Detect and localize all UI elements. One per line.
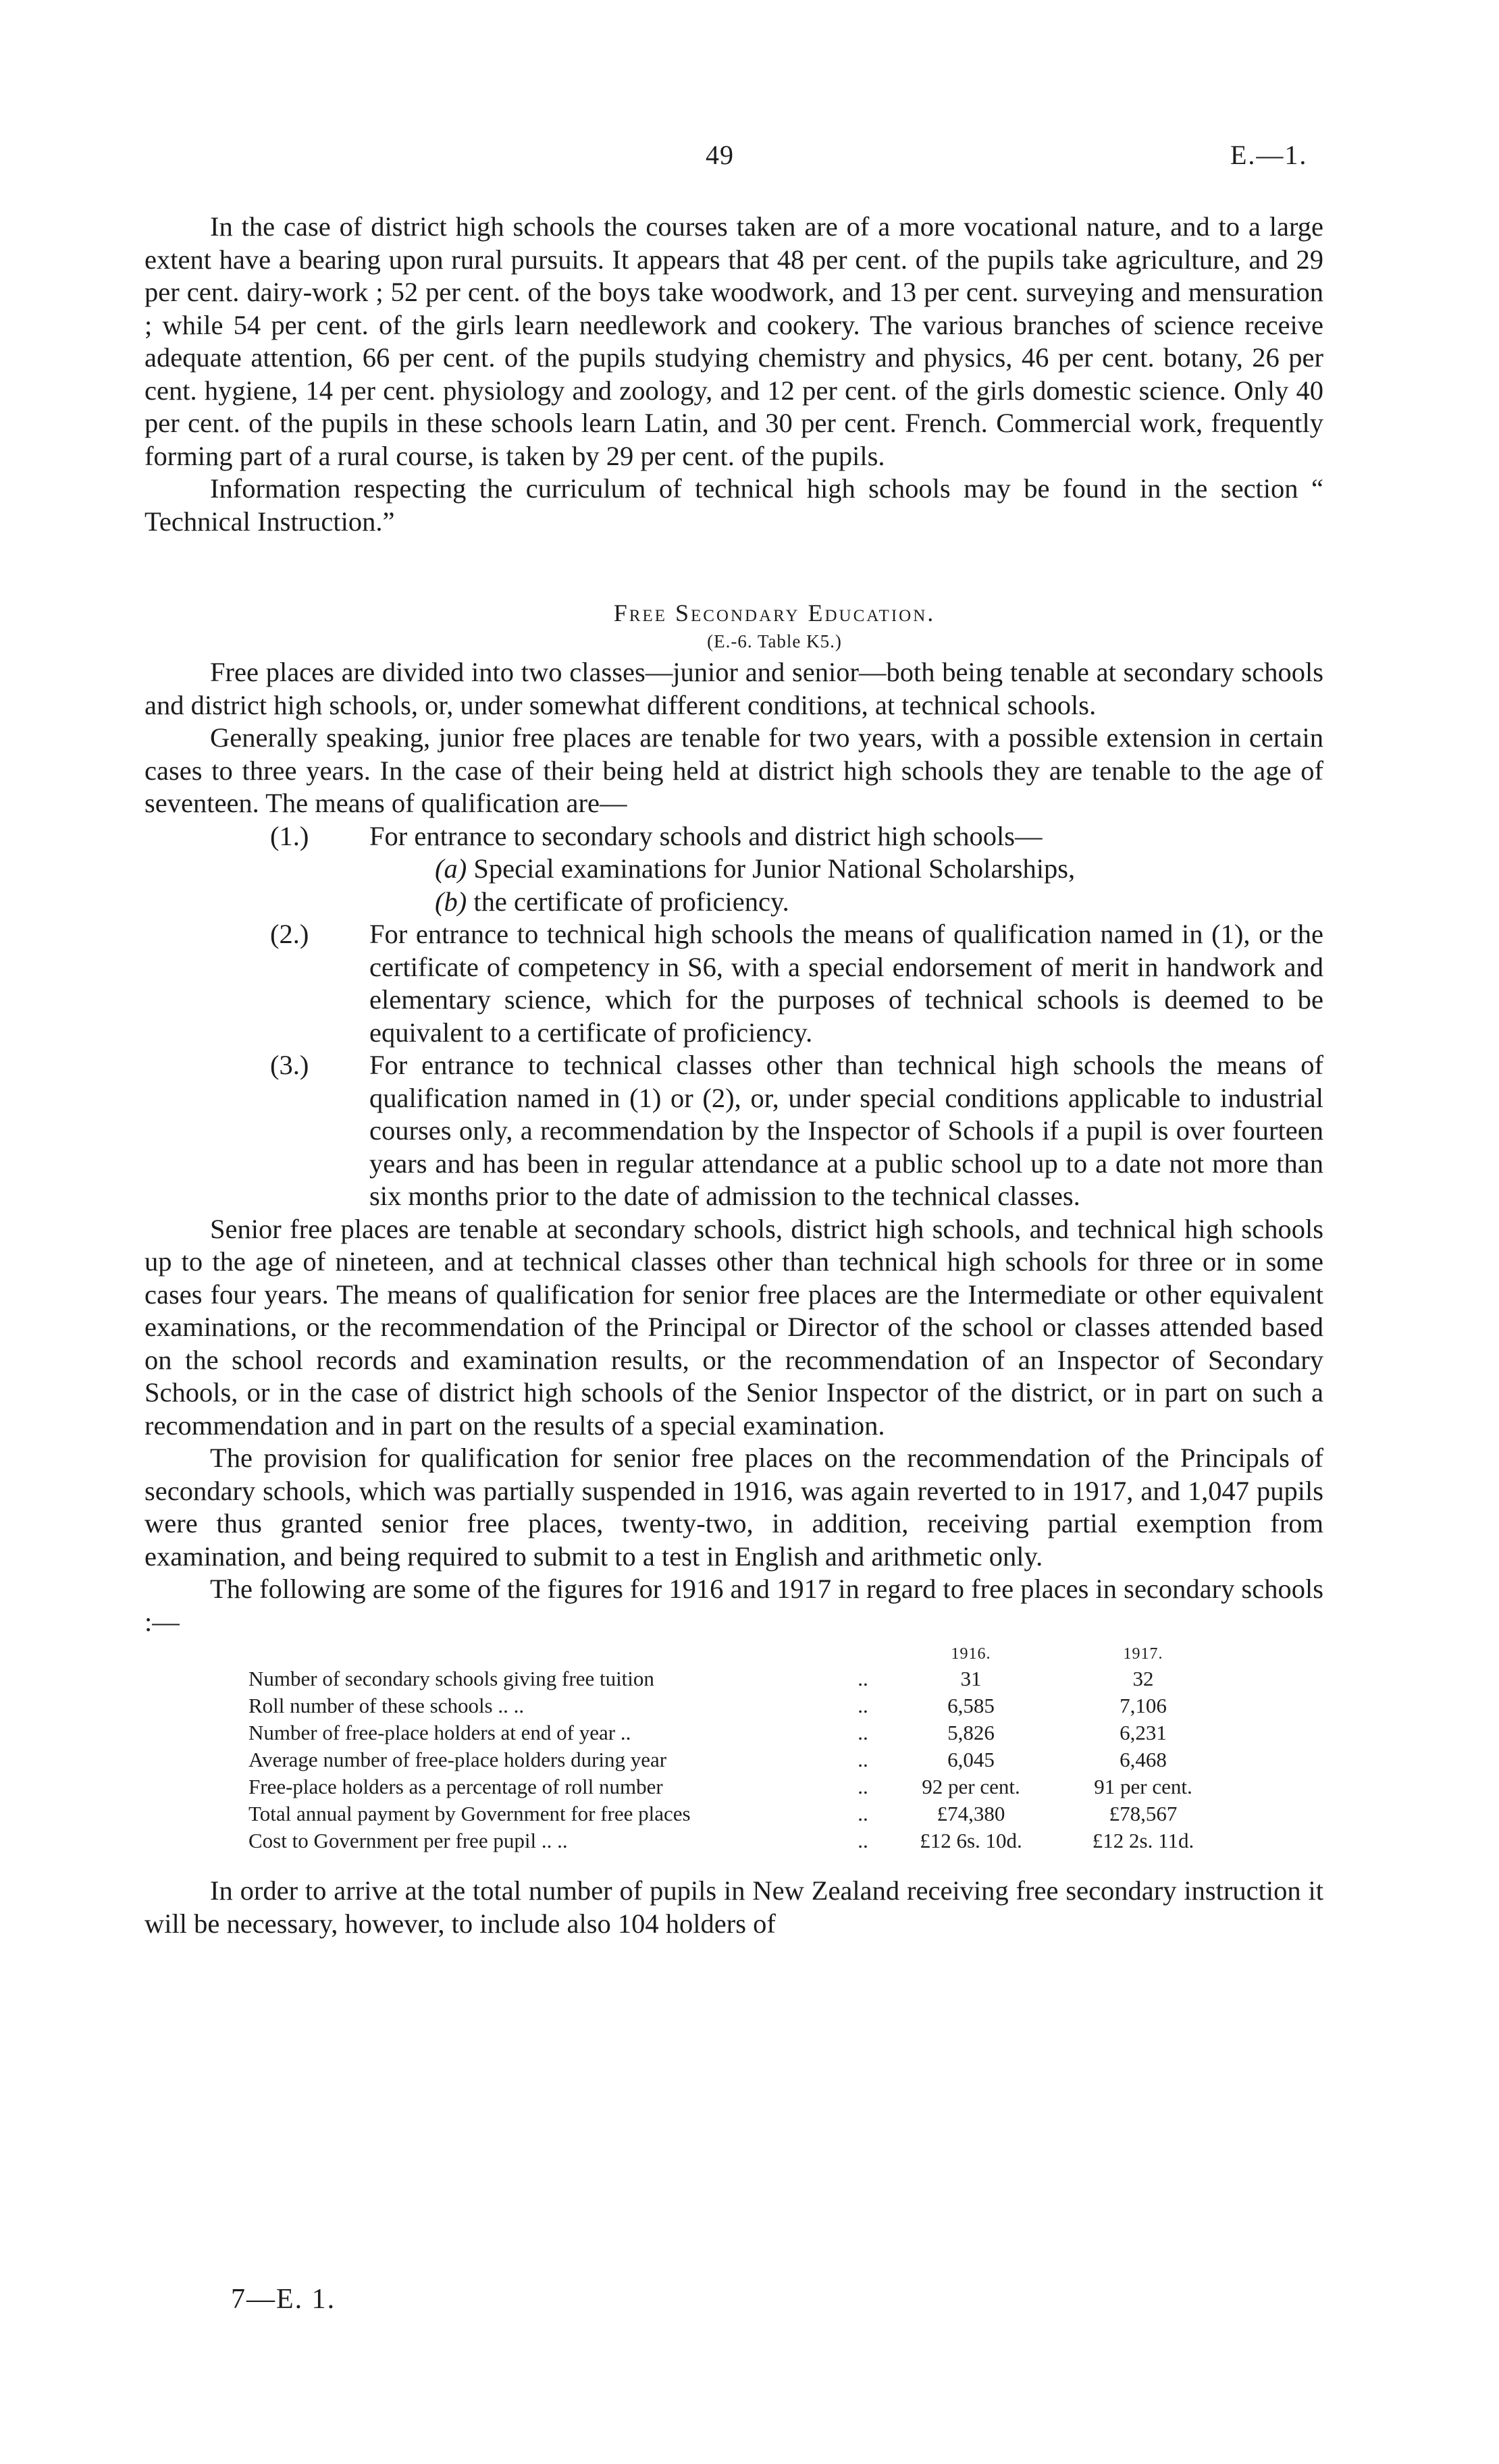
row-label: Number of secondary schools giving free tuition <box>248 1667 654 1690</box>
page-number: 49 <box>706 140 734 170</box>
list-item-number: (3.) <box>270 1050 309 1080</box>
paragraph-total-pupils: In order to arrive at the total number of pupils in New Zealand receiving free secondary instruction it will be necessary, however, to include also 104 holders of <box>144 1875 1323 1939</box>
table-row <box>248 1692 1234 1719</box>
paragraph-technical-instruction-ref: Information respecting the curriculum of technical high schools may be found in the section “ Technical Instruction.” <box>144 473 1323 537</box>
qualification-list <box>144 820 1323 1213</box>
column-header-1917: 1917. <box>1123 1644 1163 1663</box>
sub-item-letter: (b) <box>435 886 467 917</box>
list-item <box>144 820 1323 853</box>
list-item <box>144 918 1323 1049</box>
row-label: Total annual payment by Government for free places <box>248 1802 691 1825</box>
value-1917: 6,468 <box>1120 1748 1167 1771</box>
document-reference: E.—1. <box>1230 140 1308 170</box>
row-leader: .. <box>858 1667 868 1690</box>
column-header-1916: 1916. <box>951 1644 991 1663</box>
page-body <box>144 211 1323 1940</box>
value-1916: £12 6s. 10d. <box>920 1829 1022 1852</box>
footer-reference: 7—E. 1. <box>231 2284 336 2315</box>
value-1917: 6,231 <box>1120 1721 1167 1744</box>
row-leader: .. <box>858 1775 868 1798</box>
sub-item <box>144 853 1323 886</box>
value-1916: £74,380 <box>937 1802 1005 1825</box>
row-leader: .. <box>858 1802 868 1825</box>
table-row <box>248 1719 1234 1746</box>
list-item-text: For entrance to technical high schools the means of qualification named in (1), or the certificate of competency in S6, with a special endorsement of merit in handwork and elementary science, which for the purposes of technical schools is deemed to be equivalent to a certificate of proficiency. <box>369 919 1323 1048</box>
list-item-number: (2.) <box>270 919 309 949</box>
section-subheading: (E.-6. Table K5.) <box>707 631 842 651</box>
value-1917: £12 2s. 11d. <box>1092 1829 1194 1852</box>
value-1916: 6,045 <box>947 1748 995 1771</box>
table-row <box>248 1800 1234 1827</box>
list-item <box>144 1049 1323 1213</box>
list-item-number: (1.) <box>270 820 309 851</box>
table-row <box>248 1773 1234 1800</box>
sub-item-text: Special examinations for Junior National Scholarships, <box>473 853 1076 884</box>
table-row <box>248 1665 1234 1692</box>
table-row <box>248 1746 1234 1773</box>
sub-item-letter: (a) <box>435 853 467 884</box>
row-leader: .. <box>858 1694 868 1717</box>
value-1916: 6,585 <box>947 1694 995 1717</box>
table-row <box>248 1827 1234 1854</box>
section-heading: Free Secondary Education. <box>613 599 936 626</box>
row-leader: .. <box>858 1829 868 1852</box>
row-label: Roll number of these schools .. .. <box>248 1694 525 1717</box>
row-label: Free-place holders as a percentage of roll number <box>248 1775 663 1798</box>
paragraph-junior-free-places: Generally speaking, junior free places are tenable for two years, with a possible extension in certain cases to three years. In the case of their being held at district high schools they are tenable to the age of seventeen. The means of qualification are— <box>144 722 1323 818</box>
value-1917: 32 <box>1132 1667 1154 1690</box>
list-item-text: For entrance to technical classes other than technical high schools the means of qualification named in (1) or (2), or, under special conditions applicable to industrial courses only, a recommendation by the Inspector of Schools if a pupil is over fourteen years and has been in regular attendance at a public school up to a date not more than six months prior to the date of admission to the technical classes. <box>369 1050 1323 1211</box>
sub-item-text: the certificate of proficiency. <box>473 886 789 917</box>
value-1916: 31 <box>960 1667 982 1690</box>
row-leader: .. <box>858 1721 868 1744</box>
paragraph-free-places-classes: Free places are divided into two classes—junior and senior—both being tenable at secondary schools and district high schools, or, under somewhat different conditions, at technical schools. <box>144 657 1323 720</box>
value-1917: £78,567 <box>1109 1802 1178 1825</box>
value-1917: 7,106 <box>1120 1694 1167 1717</box>
table-header-row <box>248 1642 1234 1665</box>
value-1916: 5,826 <box>947 1721 995 1744</box>
paragraph-principals-recommendation: The provision for qualification for senior free places on the recommendation of the Principals of secondary schools, which was partially suspended in 1916, was again reverted to in 1917, and 1,047 pupils were thus granted senior free places, twenty-two, in addition, receiving partial exemption from examination, and being required to submit to a test in English and arithmetic only. <box>144 1443 1323 1572</box>
paragraph-senior-free-places: Senior free places are tenable at secondary schools, district high schools, and technical high schools up to the age of nineteen, and at technical classes other than technical high schools for three or in some cases four years. The means of qualification for senior free places are the Intermediate or other equivalent examinations, or the recommendation of the Principal or Director of the school or classes attended based on the school records and examination results, or the recommendation of an Inspector of Secondary Schools, or in the case of district high schools of the Senior Inspector of the district, or in part on such a recommendation and in part on the results of a special examination. <box>144 1213 1323 1441</box>
row-label: Cost to Government per free pupil .. .. <box>248 1829 568 1852</box>
free-places-figures-table <box>248 1642 1234 1854</box>
sub-item <box>144 886 1323 919</box>
list-item-text: For entrance to secondary schools and district high schools— <box>369 820 1043 851</box>
row-leader: .. <box>858 1748 868 1771</box>
paragraph-figures-intro: The following are some of the figures for 1916 and 1917 in regard to free places in secondary schools :— <box>144 1574 1323 1637</box>
row-label: Average number of free-place holders during year <box>248 1748 667 1771</box>
row-label: Number of free-place holders at end of year .. <box>248 1721 631 1744</box>
value-1917: 91 per cent. <box>1094 1775 1192 1798</box>
value-1916: 92 per cent. <box>922 1775 1020 1798</box>
paragraph-district-high-schools: In the case of district high schools the courses taken are of a more vocational nature, and to a large extent have a bearing upon rural pursuits. It appears that 48 per cent. of the pupils take agriculture, and 29 per cent. dairy-work ; 52 per cent. of the boys take woodwork, and 13 per cent. surveying and mensuration ; while 54 per cent. of the girls learn needlework and cookery. The various branches of science receive adequate attention, 66 per cent. of the pupils studying chemistry and physics, 46 per cent. botany, 26 per cent. hygiene, 14 per cent. physiology and zoology, and 12 per cent. of the girls domestic science. Only 40 per cent. of the pupils in these schools learn Latin, and 30 per cent. French. Commercial work, frequently forming part of a rural course, is taken by 29 per cent. of the pupils. <box>144 211 1323 471</box>
